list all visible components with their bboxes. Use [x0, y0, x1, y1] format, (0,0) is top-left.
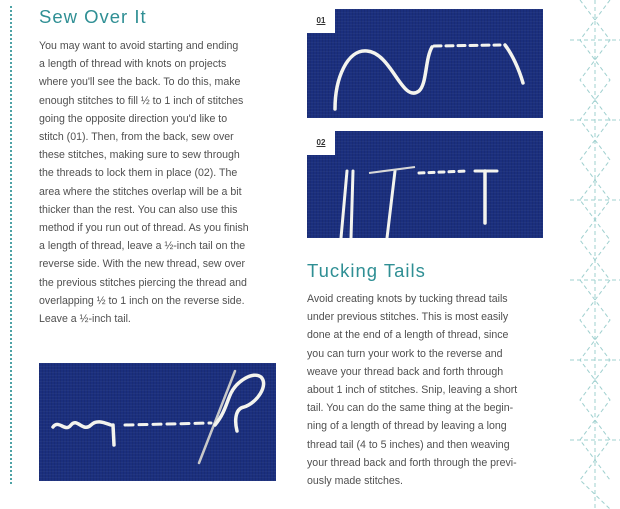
thread-illustration — [307, 9, 543, 118]
text-line: the threads to lock them in place (02). The — [39, 167, 238, 180]
text-line: where you'll see the back. To do this, make — [39, 76, 241, 89]
tucking-tails-paragraph — [307, 290, 517, 490]
text-line: ously made stitches. — [307, 475, 403, 488]
tucking-tails-heading: Tucking Tails — [307, 260, 426, 281]
photo-stitch-step-01 — [307, 9, 543, 118]
text-line: tail. You can do the same thing at the begin- — [307, 402, 514, 415]
text-line: going the opposite direction you'd like to — [39, 112, 228, 125]
text-line: about 1 inch of stitches. Snip, leaving a short — [307, 384, 518, 397]
figure-label-01: 01 — [307, 9, 335, 33]
text-line: thicker than the rest. You can also use this — [39, 203, 238, 216]
text-line: ning of a length of thread by leaving a long — [307, 420, 507, 433]
text-line: thread tail (4 to 5 inches) and then weaving — [307, 438, 510, 451]
text-line: method if you run out of thread. As you finish — [39, 222, 249, 235]
text-line: your thread back and forth through the previ- — [307, 456, 517, 469]
text-line: a length of thread, leave a ½-inch tail on the — [39, 240, 246, 253]
photo-stitch-step-02 — [307, 131, 543, 238]
text-line: Avoid creating knots by tucking thread tails — [307, 293, 508, 305]
figure-label-02: 02 — [307, 131, 335, 155]
text-line: done at the end of a length of thread, since — [307, 329, 509, 342]
thread-needle-illustration — [307, 131, 543, 238]
dotted-margin-rule — [10, 6, 12, 484]
text-line: a length of thread with knots on projects — [39, 58, 227, 71]
text-line: area where the stitches overlap will be a bit — [39, 185, 242, 198]
photo-running-stitch-needle — [39, 363, 276, 481]
text-line: overlapping ½ to 1 inch on the reverse side. — [39, 294, 245, 307]
sashiko-pattern-decoration — [570, 0, 620, 509]
text-line: You may want to avoid starting and ending — [39, 40, 239, 52]
text-line: enough stitches to fill ½ to 1 inch of stitches — [39, 94, 244, 107]
text-line: reverse side. With the new thread, sew over — [39, 258, 246, 271]
sew-over-it-paragraph — [39, 37, 249, 328]
text-line: weave your thread back and forth through — [307, 365, 504, 378]
text-line: the previous stitches piercing the thread and — [39, 276, 247, 289]
text-line: Leave a ½-inch tail. — [39, 313, 131, 326]
text-line: you can turn your work to the reverse and — [307, 347, 503, 360]
sew-over-it-heading: Sew Over It — [39, 6, 147, 27]
text-line: these stitches, making sure to sew through — [39, 149, 240, 162]
text-line: stitch (01). Then, from the back, sew over — [39, 131, 234, 144]
needle-thread-illustration — [39, 363, 276, 481]
text-line: under previous stitches. This is most easily — [307, 311, 509, 324]
